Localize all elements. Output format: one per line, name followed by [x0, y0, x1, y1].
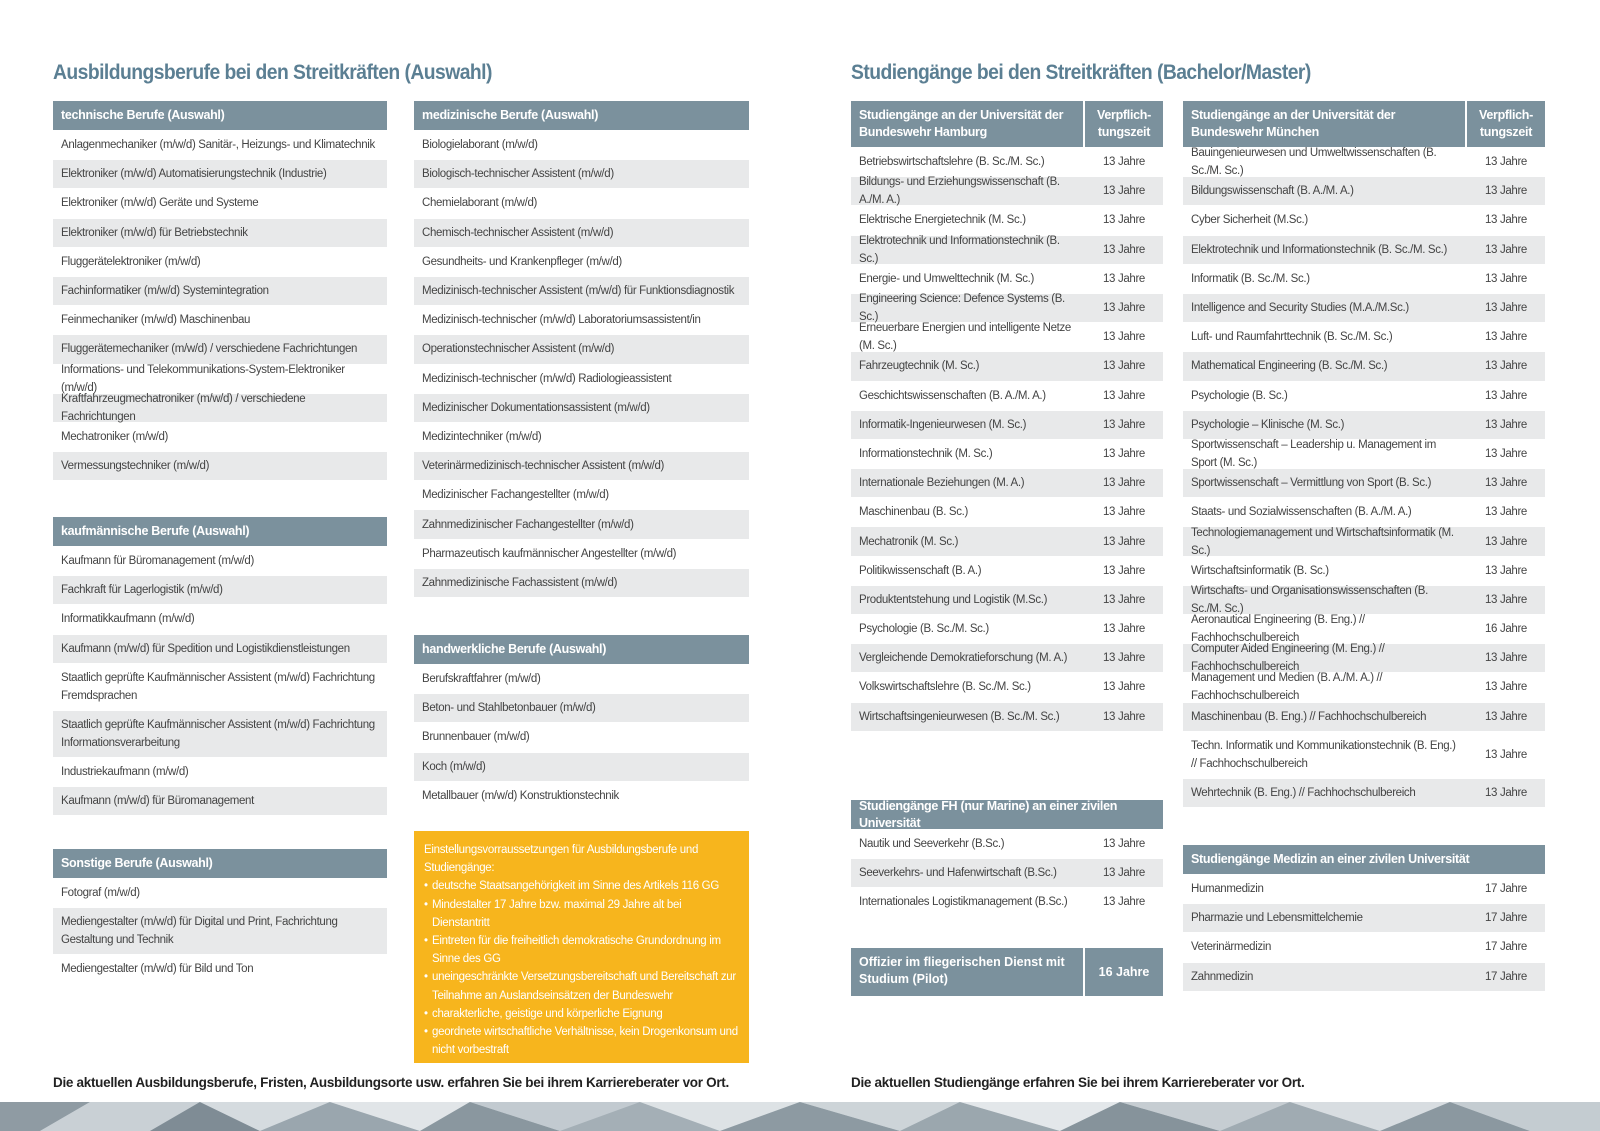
fh-marine-row [851, 858, 1163, 887]
fh-marine-header-label: Studiengänge FH (nur Marine) an einer zivilen Universität [859, 798, 1118, 830]
handwerkliche-header [414, 635, 749, 664]
muenchen-row-duration: 13 Jahre [1485, 331, 1527, 344]
technische-header-label: technische Berufe (Auswahl) [61, 108, 225, 122]
medizinische-row [414, 422, 749, 451]
technische-row-label: Elektroniker (m/w/d) Automatisierungstechnik (Industrie) [61, 168, 327, 181]
sonstige-row [53, 954, 387, 983]
medizinische-row [414, 393, 749, 422]
medizinische-row [414, 218, 749, 247]
muenchen-row-duration: 13 Jahre [1485, 710, 1527, 723]
technische-row [53, 159, 387, 188]
medizin-row [1183, 932, 1545, 961]
hamburg-row [851, 322, 1163, 351]
sonstige-header [53, 849, 387, 878]
sonstige-table [53, 849, 387, 983]
medizinische-row [414, 364, 749, 393]
technische-row-label: Vermessungstechniker (m/w/d) [61, 460, 210, 473]
medizin-table [1183, 845, 1545, 991]
medizinische-row [414, 480, 749, 509]
left-footer-note: Die aktuellen Ausbildungsberufe, Fristen, Ausbildungsorte usw. erfahren Sie bei ihrem Karriereberater vor Ort. [53, 1075, 729, 1090]
muenchen-row-duration: 13 Jahre [1485, 447, 1527, 460]
technische-row [53, 188, 387, 217]
kaufmaennische-row [53, 634, 387, 663]
technische-row-label: Anlagenmechaniker (m/w/d) Sanitär-, Heizungs- und Klimatechnik [61, 139, 375, 152]
handwerkliche-row-label: Metallbauer (m/w/d) Konstruktionstechnik [422, 789, 619, 802]
muenchen-row-duration: 13 Jahre [1485, 786, 1527, 799]
right-footer-note: Die aktuellen Studiengänge erfahren Sie bei ihrem Karriereberater vor Ort. [851, 1075, 1305, 1090]
technische-row [53, 422, 387, 451]
requirement-item: • geordnete wirtschaftliche Verhältnisse, kein Drogenkonsum und nicht vorbestraft [424, 1023, 739, 1059]
hamburg-row [851, 205, 1163, 234]
pilot-value: 16 Jahre [1083, 948, 1163, 996]
hamburg-row-name: Vergleichende Demokratieforschung (M. A.) [859, 652, 1068, 665]
hamburg-row [851, 381, 1163, 410]
hamburg-row-name: Betriebswirtschaftslehre (B. Sc./M. Sc.) [859, 156, 1045, 169]
muenchen-row-name: Informatik (B. Sc./M. Sc.) [1191, 272, 1310, 285]
hamburg-row-duration: 13 Jahre [1103, 681, 1145, 694]
medizinische-row-label: Medizintechniker (m/w/d) [422, 430, 542, 443]
muenchen-row-duration: 13 Jahre [1485, 243, 1527, 256]
hamburg-row [851, 585, 1163, 614]
medizinische-row [414, 568, 749, 597]
medizinische-row [414, 188, 749, 217]
muenchen-row [1183, 672, 1545, 701]
medizinische-row-label: Medizinisch-technischer Assistent (m/w/d) für Funktionsdiagnostik [422, 285, 735, 298]
technische-header [53, 101, 387, 130]
muenchen-row-name: Management und Medien (B. A./M. A.) // Fachhochschulbereich [1191, 672, 1383, 703]
fh-marine-row-duration: 13 Jahre [1103, 896, 1145, 909]
handwerkliche-row-label: Beton- und Stahlbetonbauer (m/w/d) [422, 702, 596, 715]
hamburg-row-duration: 13 Jahre [1103, 447, 1145, 460]
muenchen-table [1183, 101, 1545, 807]
fh-marine-row [851, 829, 1163, 858]
hamburg-row [851, 176, 1163, 205]
hamburg-row-name: Energie- und Umwelttechnik (M. Sc.) [859, 272, 1035, 285]
hamburg-row [851, 614, 1163, 643]
kaufmaennische-row [53, 663, 387, 710]
medizinische-row-label: Chemielaborant (m/w/d) [422, 197, 538, 210]
muenchen-row-duration: 13 Jahre [1485, 593, 1527, 606]
muenchen-row-name: Maschinenbau (B. Eng.) // Fachhochschulbereich [1191, 710, 1427, 723]
fh-marine-header [851, 800, 1163, 829]
handwerkliche-row-label: Brunnenbauer (m/w/d) [422, 731, 530, 744]
muenchen-row-duration: 13 Jahre [1485, 506, 1527, 519]
muenchen-row-name: Wirtschaftsinformatik (B. Sc.) [1191, 564, 1329, 577]
muenchen-row-duration: 16 Jahre [1485, 623, 1527, 636]
medizinische-row-label: Medizinisch-technischer (m/w/d) Laboratoriumsassistent/in [422, 314, 701, 327]
hamburg-row-duration: 13 Jahre [1103, 214, 1145, 227]
handwerkliche-table [414, 635, 749, 810]
kaufmaennische-row-label: Staatlich geprüfte Kaufmännischer Assistent (m/w/d) Fachrichtung Fremdsprachen [61, 671, 375, 702]
fh-marine-row [851, 887, 1163, 916]
hamburg-row-name: Geschichtswissenschaften (B. A./M. A.) [859, 389, 1046, 402]
medizinische-row-label: Gesundheits- und Krankenpfleger (m/w/d) [422, 255, 622, 268]
hamburg-row-duration: 13 Jahre [1103, 652, 1145, 665]
muenchen-row [1183, 410, 1545, 439]
medizinische-table [414, 101, 749, 597]
right-page-title: Studiengänge bei den Streitkräften (Bachelor/Master) [851, 61, 1311, 84]
hamburg-row-duration: 13 Jahre [1103, 593, 1145, 606]
technische-row-label: Mechatroniker (m/w/d) [61, 430, 169, 443]
medizinische-row [414, 451, 749, 480]
medizinische-row-label: Biologisch-technischer Assistent (m/w/d) [422, 168, 614, 181]
muenchen-row [1183, 614, 1545, 643]
hamburg-col2-label: Verpflich-tungszeit [1083, 101, 1163, 147]
requirement-item: • deutsche Staatsangehörigkeit im Sinne des Artikels 116 GG [424, 877, 739, 895]
medizin-row-duration: 17 Jahre [1485, 883, 1527, 896]
muenchen-row [1183, 556, 1545, 585]
medizinische-row-label: Pharmazeutisch kaufmännischer Angestellter (m/w/d) [422, 547, 677, 560]
muenchen-row-duration: 13 Jahre [1485, 272, 1527, 285]
muenchen-row-name: Bauingenieurwesen und Umweltwissenschaften (B. Sc./M. Sc.) [1191, 147, 1437, 178]
muenchen-row-name: Computer Aided Engineering (M. Eng.) // Fachhochschulbereich [1191, 643, 1385, 674]
kaufmaennische-header-label: kaufmännische Berufe (Auswahl) [61, 524, 250, 538]
decorative-polygon-band [0, 1102, 1600, 1131]
muenchen-row-duration: 13 Jahre [1485, 535, 1527, 548]
hamburg-row-duration: 13 Jahre [1103, 418, 1145, 431]
hamburg-row [851, 497, 1163, 526]
kaufmaennische-row-label: Kaufmann für Büromanagement (m/w/d) [61, 555, 254, 568]
pilot-row [851, 948, 1163, 996]
fh-marine-row-name: Internationales Logistikmanagement (B.Sc.) [859, 896, 1068, 909]
technische-row [53, 276, 387, 305]
muenchen-row-name: Sportwissenschaft – Leadership u. Management im Sport (M. Sc.) [1191, 438, 1436, 469]
muenchen-row-duration: 13 Jahre [1485, 681, 1527, 694]
sonstige-row [53, 878, 387, 907]
technische-row [53, 451, 387, 480]
muenchen-row-name: Intelligence and Security Studies (M.A./M.Sc.) [1191, 302, 1409, 315]
technische-row [53, 364, 387, 393]
hamburg-row [851, 643, 1163, 672]
muenchen-row-name: Wirtschafts- und Organisationswissenschaften (B. Sc./M. Sc.) [1191, 584, 1428, 615]
muenchen-row-name: Elektrotechnik und Informationstechnik (B. Sc./M. Sc.) [1191, 243, 1447, 256]
muenchen-row-name: Aeronautical Engineering (B. Eng.) // Fachhochschulbereich [1191, 614, 1365, 645]
muenchen-row-duration: 13 Jahre [1485, 360, 1527, 373]
hamburg-row-name: Psychologie (B. Sc./M. Sc.) [859, 623, 989, 636]
kaufmaennische-row [53, 786, 387, 815]
medizinische-header [414, 101, 749, 130]
fh-marine-row-name: Nautik und Seeverkehr (B.Sc.) [859, 838, 1005, 851]
muenchen-row-duration: 13 Jahre [1485, 477, 1527, 490]
hamburg-row-duration: 13 Jahre [1103, 389, 1145, 402]
hamburg-row-duration: 13 Jahre [1103, 243, 1145, 256]
sonstige-row [53, 907, 387, 954]
handwerkliche-row [414, 664, 749, 693]
hamburg-row-duration: 13 Jahre [1103, 272, 1145, 285]
muenchen-row-duration: 13 Jahre [1485, 418, 1527, 431]
muenchen-row-name: Luft- und Raumfahrttechnik (B. Sc./M. Sc.) [1191, 331, 1393, 344]
muenchen-row [1183, 468, 1545, 497]
kaufmaennische-row-label: Informatikkaufmann (m/w/d) [61, 613, 195, 626]
hamburg-row [851, 468, 1163, 497]
requirements-intro: Einstellungsvorraussetzungen für Ausbildungsberufe und Studiengänge: [424, 844, 699, 875]
muenchen-row [1183, 439, 1545, 468]
kaufmaennische-header [53, 517, 387, 546]
medizinische-row-label: Biologielaborant (m/w/d) [422, 139, 538, 152]
sonstige-row-label: Fotograf (m/w/d) [61, 887, 140, 900]
medizin-header [1183, 845, 1545, 874]
medizin-header-label: Studiengänge Medizin an einer zivilen Universität [1191, 852, 1470, 866]
hamburg-row-name: Politikwissenschaft (B. A.) [859, 564, 982, 577]
medizinische-row-label: Medizinischer Dokumentationsassistent (m/w/d) [422, 401, 650, 414]
hamburg-row-duration: 13 Jahre [1103, 331, 1145, 344]
muenchen-row [1183, 731, 1545, 778]
handwerkliche-row [414, 781, 749, 810]
muenchen-row [1183, 235, 1545, 264]
technische-row [53, 393, 387, 422]
muenchen-row-name: Bildungswissenschaft (B. A./M. A.) [1191, 185, 1354, 198]
handwerkliche-row-label: Berufskraftfahrer (m/w/d) [422, 673, 541, 686]
muenchen-row [1183, 176, 1545, 205]
medizin-row-name: Humanmedizin [1191, 883, 1264, 896]
hamburg-table [851, 101, 1163, 731]
technische-row-label: Fluggerätemechaniker (m/w/d) / verschiedene Fachrichtungen [61, 343, 358, 356]
medizinische-header-label: medizinische Berufe (Auswahl) [422, 108, 599, 122]
medizinische-row [414, 509, 749, 538]
technische-row-label: Fachinformatiker (m/w/d) Systemintegration [61, 285, 269, 298]
medizin-row [1183, 903, 1545, 932]
hamburg-row [851, 702, 1163, 731]
medizinische-row-label: Medizinischer Fachangestellter (m/w/d) [422, 489, 609, 502]
technische-row-label: Kraftfahrzeugmechatroniker (m/w/d) / verschiedene Fachrichtungen [61, 392, 306, 423]
requirement-item: • Mindestalter 17 Jahre bzw. maximal 29 Jahre alt bei Dienstantritt [424, 896, 739, 932]
medizinische-row [414, 276, 749, 305]
hamburg-row-name: Wirtschaftsingenieurwesen (B. Sc./M. Sc.) [859, 710, 1060, 723]
muenchen-row-name: Sportwissenschaft – Vermittlung von Sport (B. Sc.) [1191, 477, 1432, 490]
muenchen-header-label: Studiengänge an der Universität der Bundeswehr München [1191, 108, 1396, 139]
hamburg-row-name: Informatik-Ingenieurwesen (M. Sc.) [859, 418, 1027, 431]
sonstige-header-label: Sonstige Berufe (Auswahl) [61, 856, 213, 870]
technische-row-label: Feinmechaniker (m/w/d) Maschinenbau [61, 314, 251, 327]
muenchen-row [1183, 778, 1545, 807]
muenchen-row-name: Mathematical Engineering (B. Sc./M. Sc.) [1191, 360, 1388, 373]
fh-marine-row-duration: 13 Jahre [1103, 838, 1145, 851]
muenchen-header [1183, 101, 1545, 147]
muenchen-row [1183, 147, 1545, 176]
technische-row [53, 130, 387, 159]
hamburg-row-duration: 13 Jahre [1103, 477, 1145, 490]
muenchen-row [1183, 497, 1545, 526]
medizin-row-duration: 17 Jahre [1485, 912, 1527, 925]
hamburg-row-duration: 13 Jahre [1103, 564, 1145, 577]
muenchen-row-duration: 13 Jahre [1485, 389, 1527, 402]
hamburg-row-duration: 13 Jahre [1103, 710, 1145, 723]
medizinische-row-label: Veterinärmedizinisch-technischer Assistent (m/w/d) [422, 460, 664, 473]
medizinische-row [414, 334, 749, 363]
hamburg-row-duration: 13 Jahre [1103, 535, 1145, 548]
requirement-item: • uneingeschränkte Versetzungsbereitschaft und Bereitschaft zur Teilnahme an Auslandseinsätzen der Bundeswehr [424, 968, 739, 1004]
medizin-row-name: Pharmazie und Lebensmittelchemie [1191, 912, 1363, 925]
technische-table [53, 101, 387, 480]
hamburg-row-duration: 13 Jahre [1103, 185, 1145, 198]
hamburg-row [851, 235, 1163, 264]
handwerkliche-row [414, 693, 749, 722]
requirements-box [414, 831, 749, 1063]
hamburg-row-name: Volkswirtschaftslehre (B. Sc./M. Sc.) [859, 681, 1031, 694]
technische-row-label: Elektroniker (m/w/d) Geräte und Systeme [61, 197, 259, 210]
muenchen-row-name: Techn. Informatik und Kommunikationstechnik (B. Eng.) // Fachhochschulbereich [1191, 739, 1456, 770]
muenchen-row-duration: 13 Jahre [1485, 185, 1527, 198]
kaufmaennische-row-label: Kaufmann (m/w/d) für Spedition und Logistikdienstleistungen [61, 642, 350, 655]
medizinische-row [414, 539, 749, 568]
medizin-row-duration: 17 Jahre [1485, 941, 1527, 954]
handwerkliche-row [414, 722, 749, 751]
technische-row [53, 218, 387, 247]
hamburg-row [851, 147, 1163, 176]
hamburg-row-name: Engineering Science: Defence Systems (B. Sc.) [859, 293, 1065, 324]
hamburg-row-duration: 13 Jahre [1103, 360, 1145, 373]
muenchen-row [1183, 205, 1545, 234]
kaufmaennische-row [53, 546, 387, 575]
hamburg-row [851, 672, 1163, 701]
medizinische-row-label: Chemisch-technischer Assistent (m/w/d) [422, 226, 614, 239]
hamburg-row-name: Elektrotechnik und Informationstechnik (B. Sc.) [859, 234, 1060, 265]
fh-marine-row-duration: 13 Jahre [1103, 867, 1145, 880]
hamburg-row-name: Informationstechnik (M. Sc.) [859, 447, 993, 460]
requirement-item: • Eintreten für die freiheitlich demokratische Grundordnung im Sinne des GG [424, 932, 739, 968]
hamburg-row [851, 526, 1163, 555]
medizinische-row [414, 247, 749, 276]
muenchen-row-name: Technologiemanagement und Wirtschaftsinformatik (M. Sc.) [1191, 526, 1454, 557]
handwerkliche-header-label: handwerkliche Berufe (Auswahl) [422, 642, 607, 656]
hamburg-row-name: Elektrische Energietechnik (M. Sc.) [859, 214, 1026, 227]
muenchen-row-duration: 13 Jahre [1485, 564, 1527, 577]
medizin-row-duration: 17 Jahre [1485, 970, 1527, 983]
technische-row-label: Fluggerätelektroniker (m/w/d) [61, 255, 201, 268]
hamburg-row [851, 293, 1163, 322]
muenchen-row [1183, 381, 1545, 410]
hamburg-row-name: Mechatronik (M. Sc.) [859, 535, 959, 548]
medizin-row-name: Zahnmedizin [1191, 970, 1253, 983]
handwerkliche-row-label: Koch (m/w/d) [422, 760, 486, 773]
left-page-title: Ausbildungsberufe bei den Streitkräften (Auswahl) [53, 61, 492, 84]
kaufmaennische-table [53, 517, 387, 815]
kaufmaennische-row-label: Kaufmann (m/w/d) für Büromanagement [61, 795, 254, 808]
muenchen-row-duration: 13 Jahre [1485, 214, 1527, 227]
hamburg-row-name: Produktentstehung und Logistik (M.Sc.) [859, 593, 1048, 606]
hamburg-row-duration: 13 Jahre [1103, 623, 1145, 636]
requirements-list [424, 877, 739, 1059]
kaufmaennische-row-label: Staatlich geprüfte Kaufmännischer Assistent (m/w/d) Fachrichtung Informationsverarbeitung [61, 718, 375, 749]
sonstige-row-label: Mediengestalter (m/w/d) für Digital und Print, Fachrichtung Gestaltung und Technik [61, 916, 338, 947]
kaufmaennische-row [53, 710, 387, 757]
hamburg-row [851, 351, 1163, 380]
muenchen-row-name: Wehrtechnik (B. Eng.) // Fachhochschulbereich [1191, 786, 1416, 799]
medizinische-row [414, 130, 749, 159]
muenchen-row [1183, 351, 1545, 380]
hamburg-row-name: Fahrzeugtechnik (M. Sc.) [859, 360, 980, 373]
handwerkliche-row [414, 752, 749, 781]
requirement-item: • charakterliche, geistige und körperliche Eignung [424, 1005, 739, 1023]
muenchen-row-name: Cyber Sicherheit (M.Sc.) [1191, 214, 1308, 227]
technische-row-label: Informations- und Telekommunikations-System-Elektroniker (m/w/d) [61, 363, 345, 394]
muenchen-row-duration: 13 Jahre [1485, 748, 1527, 761]
sonstige-row-label: Mediengestalter (m/w/d) für Bild und Ton [61, 963, 254, 976]
medizin-row [1183, 962, 1545, 991]
fh-marine-row-name: Seeverkehrs- und Hafenwirtschaft (B.Sc.) [859, 867, 1057, 880]
hamburg-header-label: Studiengänge an der Universität der Bundeswehr Hamburg [859, 108, 1064, 139]
muenchen-col2-label: Verpflich-tungszeit [1465, 101, 1545, 147]
muenchen-row [1183, 585, 1545, 614]
hamburg-header [851, 101, 1163, 147]
medizinische-row [414, 159, 749, 188]
muenchen-row-duration: 13 Jahre [1485, 302, 1527, 315]
hamburg-row [851, 410, 1163, 439]
pilot-label: Offizier im fliegerischen Dienst mit Studium (Pilot) [859, 955, 1065, 986]
hamburg-row [851, 264, 1163, 293]
hamburg-row-duration: 13 Jahre [1103, 506, 1145, 519]
technische-row [53, 305, 387, 334]
muenchen-row [1183, 643, 1545, 672]
hamburg-row-name: Internationale Beziehungen (M. A.) [859, 477, 1025, 490]
technische-row [53, 247, 387, 276]
hamburg-row [851, 556, 1163, 585]
medizinische-row-label: Medizinisch-technischer (m/w/d) Radiologieassistent [422, 372, 672, 385]
kaufmaennische-row [53, 757, 387, 786]
kaufmaennische-row [53, 604, 387, 633]
muenchen-row [1183, 702, 1545, 731]
hamburg-row-duration: 13 Jahre [1103, 156, 1145, 169]
hamburg-row-name: Maschinenbau (B. Sc.) [859, 506, 968, 519]
muenchen-row-name: Psychologie – Klinische (M. Sc.) [1191, 418, 1345, 431]
muenchen-row [1183, 526, 1545, 555]
technische-row [53, 334, 387, 363]
medizin-row-name: Veterinärmedizin [1191, 941, 1272, 954]
kaufmaennische-row-label: Industriekaufmann (m/w/d) [61, 765, 189, 778]
medizinische-row-label: Operationstechnischer Assistent (m/w/d) [422, 343, 615, 356]
medizinische-row-label: Zahnmedizinischer Fachangestellter (m/w/d) [422, 518, 634, 531]
muenchen-row-name: Psychologie (B. Sc.) [1191, 389, 1288, 402]
medizin-row [1183, 874, 1545, 903]
medizinische-row [414, 305, 749, 334]
fh-marine-table [851, 800, 1163, 917]
muenchen-row-duration: 13 Jahre [1485, 156, 1527, 169]
hamburg-row-name: Erneuerbare Energien und intelligente Netze (M. Sc.) [859, 322, 1071, 353]
hamburg-row-name: Bildungs- und Erziehungswissenschaft (B. A./M. A.) [859, 176, 1060, 207]
muenchen-row-duration: 13 Jahre [1485, 652, 1527, 665]
muenchen-row [1183, 264, 1545, 293]
kaufmaennische-row-label: Fachkraft für Lagerlogistik (m/w/d) [61, 584, 223, 597]
muenchen-row [1183, 293, 1545, 322]
medizinische-row-label: Zahnmedizinische Fachassistent (m/w/d) [422, 576, 618, 589]
kaufmaennische-row [53, 575, 387, 604]
hamburg-row-duration: 13 Jahre [1103, 302, 1145, 315]
muenchen-row [1183, 322, 1545, 351]
muenchen-row-name: Staats- und Sozialwissenschaften (B. A./M. A.) [1191, 506, 1412, 519]
hamburg-row [851, 439, 1163, 468]
technische-row-label: Elektroniker (m/w/d) für Betriebstechnik [61, 226, 248, 239]
